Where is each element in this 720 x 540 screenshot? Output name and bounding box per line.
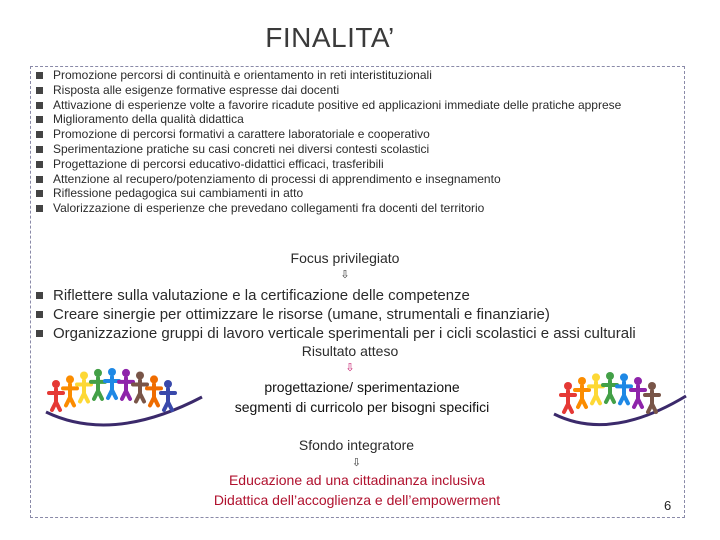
sfondo-heading: Sfondo integratore <box>298 437 415 453</box>
list-item: Risposta alle esigenze formative espresse dai docenti <box>34 83 674 98</box>
down-arrow-icon: ⇩ <box>340 269 350 281</box>
person-figure <box>589 373 603 403</box>
list-item: Sperimentazione pratiche su casi concreti nei diversi contesti scolastici <box>34 142 674 157</box>
person-figure <box>617 373 631 403</box>
person-figure <box>561 382 575 412</box>
list-item: Organizzazione gruppi di lavoro verticale sperimentali per i cicli scolastici e assi culturali <box>34 324 684 343</box>
square-bullet-icon <box>36 176 43 183</box>
square-bullet-icon <box>36 102 43 109</box>
list-item: Promozione percorsi di continuità e orientamento in reti interistituzionali <box>34 68 674 83</box>
square-bullet-icon <box>36 161 43 168</box>
list-item: Riflessione pedagogica sui cambiamenti in atto <box>34 186 674 201</box>
person-figure <box>631 377 645 407</box>
person-figure <box>645 382 659 412</box>
people-chain-right-illustration <box>550 352 690 432</box>
list-item: Valorizzazione di esperienze che prevedano collegamenti fra docenti del territorio <box>34 201 674 216</box>
list-item: Attivazione di esperienze volte a favorire ricadute positive ed applicazioni immediate delle pratiche apprese <box>34 98 674 113</box>
down-arrow-icon: ⇩ <box>351 457 362 469</box>
focus-heading: Focus privilegiato <box>290 250 400 266</box>
slide-title: FINALITA’ <box>265 22 395 53</box>
page-number: 6 <box>664 498 672 513</box>
finalita-list <box>34 68 674 216</box>
list-item: Attenzione al recupero/potenziamento di processi di apprendimento e insegnamento <box>34 172 674 187</box>
square-bullet-icon <box>36 205 43 212</box>
educazione-line-2: Didattica dell’accoglienza e dell’empowerment <box>213 492 501 508</box>
risultato-heading: Risultato atteso <box>301 343 399 359</box>
down-arrow-icon: ⇩ <box>345 362 355 374</box>
list-item: Progettazione di percorsi educativo-didattici efficaci, trasferibili <box>34 157 674 172</box>
square-bullet-icon <box>36 87 43 94</box>
square-bullet-icon <box>36 131 43 138</box>
risultato-line-2: segmenti di curricolo per bisogni specifici <box>234 399 490 415</box>
person-figure <box>575 377 589 407</box>
list-item: Riflettere sulla valutazione e la certificazione delle competenze <box>34 286 684 305</box>
list-item: Promozione di percorsi formativi a carattere laboratoriale e cooperativo <box>34 127 674 142</box>
square-bullet-icon <box>36 146 43 153</box>
square-bullet-icon <box>36 292 43 299</box>
square-bullet-icon <box>36 330 43 337</box>
educazione-line-1: Educazione ad una cittadinanza inclusiva <box>228 472 486 488</box>
square-bullet-icon <box>36 116 43 123</box>
focus-list <box>34 286 684 343</box>
person-figure <box>603 372 617 402</box>
list-item: Creare sinergie per ottimizzare le risorse (umane, strumentali e finanziarie) <box>34 305 684 324</box>
risultato-line-1: progettazione/ sperimentazione <box>264 379 460 395</box>
square-bullet-icon <box>36 190 43 197</box>
square-bullet-icon <box>36 72 43 79</box>
list-item: Miglioramento della qualità didattica <box>34 112 674 127</box>
square-bullet-icon <box>36 311 43 318</box>
